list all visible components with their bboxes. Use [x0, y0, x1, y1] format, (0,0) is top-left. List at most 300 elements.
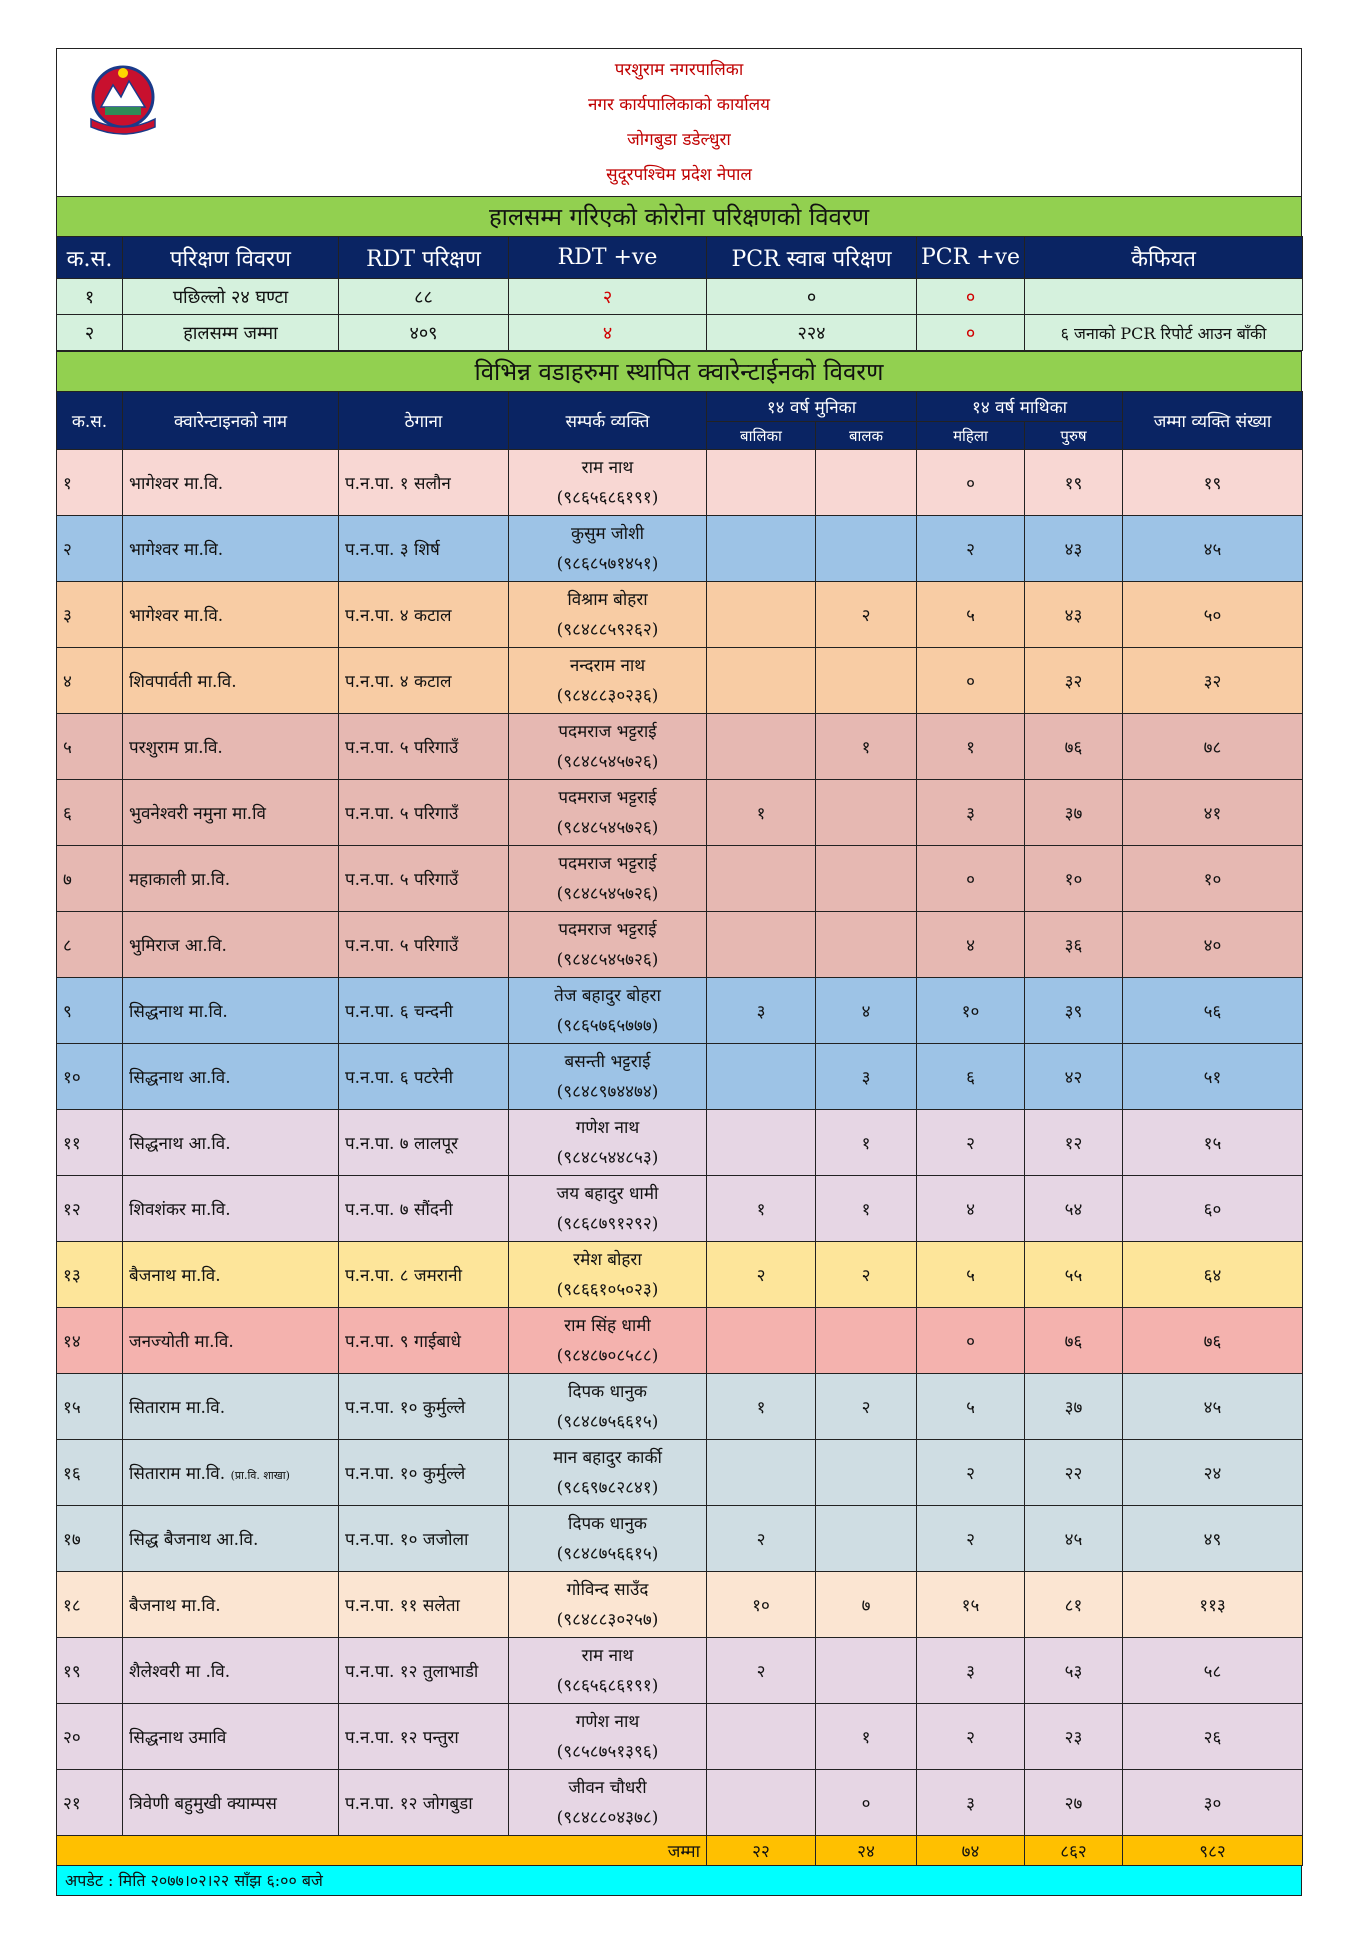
- contact-name: गणेश नाथ: [575, 1711, 640, 1732]
- col-boy: बालक: [816, 422, 917, 450]
- cell-girl: [707, 582, 816, 648]
- office-name: नगर कार्यपालिकाको कार्यालय: [587, 95, 771, 115]
- cell-desc: हालसम्म जम्मा: [123, 315, 339, 351]
- cell-male: ७६: [1025, 714, 1123, 780]
- cell-male: ४२: [1025, 1044, 1123, 1110]
- col-girl: बालिका: [707, 422, 816, 450]
- cell-boy: १: [816, 1110, 917, 1176]
- contact-phone: (९८४८८०४३७८): [556, 1807, 659, 1828]
- contact-phone: (९८४८८५९२६२): [556, 619, 659, 640]
- cell-remarks: [1025, 279, 1303, 315]
- cell-female: २: [917, 516, 1025, 582]
- testing-header-row: [57, 237, 1303, 279]
- quarantine-row: [57, 1638, 1303, 1704]
- cell-sn: १३: [57, 1242, 123, 1308]
- cell-male: ५४: [1025, 1176, 1123, 1242]
- cell-contact: [509, 714, 707, 780]
- cell-female: २: [917, 1110, 1025, 1176]
- cell-girl: १: [707, 780, 816, 846]
- contact-name: मान बहादुर कार्की: [553, 1447, 662, 1468]
- cell-sn: ११: [57, 1110, 123, 1176]
- cell-boy: ४: [816, 978, 917, 1044]
- cell-boy: १: [816, 714, 917, 780]
- cell-total: ७६: [1123, 1308, 1303, 1374]
- cell-address: प.न.पा. ५ परिगाउँ: [339, 780, 509, 846]
- quarantine-name-text: सिताराम मा.वि.: [129, 1464, 226, 1484]
- cell-girl: २: [707, 1638, 816, 1704]
- cell-girl: ३: [707, 978, 816, 1044]
- cell-total: ६०: [1123, 1176, 1303, 1242]
- cell-total: ५१: [1123, 1044, 1303, 1110]
- cell-girl: १: [707, 1374, 816, 1440]
- cell-male: १०: [1025, 846, 1123, 912]
- cell-male: ३७: [1025, 780, 1123, 846]
- contact-name: पदमराज भट्टराई: [558, 919, 657, 940]
- office-location: जोगबुडा डडेल्धुरा: [627, 130, 731, 150]
- cell-contact: [509, 516, 707, 582]
- cell-contact: [509, 1044, 707, 1110]
- col-remarks: कैफियत: [1025, 237, 1303, 279]
- cell-quarantine-name: [123, 1044, 339, 1110]
- contact-phone: (९८६८७९१२९२): [556, 1213, 659, 1234]
- quarantine-row: [57, 648, 1303, 714]
- cell-rdt: ४०९: [339, 315, 509, 351]
- cell-quarantine-name: [123, 1308, 339, 1374]
- cell-total: ७८: [1123, 714, 1303, 780]
- cell-sn: १७: [57, 1506, 123, 1572]
- quarantine-row: [57, 516, 1303, 582]
- cell-boy: [816, 1506, 917, 1572]
- cell-boy: [816, 846, 917, 912]
- quarantine-name-text: भागेश्वर मा.वि.: [129, 540, 224, 560]
- cell-contact: [509, 1572, 707, 1638]
- cell-total: ५६: [1123, 978, 1303, 1044]
- cell-boy: ०: [816, 1770, 917, 1836]
- quarantine-name-text: जनज्योती मा.वि.: [129, 1332, 234, 1352]
- cell-girl: [707, 1770, 816, 1836]
- cell-address: प.न.पा. ५ परिगाउँ: [339, 912, 509, 978]
- contact-name: पदमराज भट्टराई: [558, 721, 657, 742]
- cell-female: २: [917, 1440, 1025, 1506]
- cell-contact: [509, 450, 707, 516]
- cell-sn: १२: [57, 1176, 123, 1242]
- cell-sn: १०: [57, 1044, 123, 1110]
- cell-girl: [707, 450, 816, 516]
- cell-quarantine-name: [123, 582, 339, 648]
- cell-female: ४: [917, 1176, 1025, 1242]
- cell-boy: [816, 1440, 917, 1506]
- quarantine-row: [57, 912, 1303, 978]
- cell-address: प.न.पा. ९ गाईबाधे: [339, 1308, 509, 1374]
- cell-female: ५: [917, 582, 1025, 648]
- cell-address: प.न.पा. ४ कटाल: [339, 582, 509, 648]
- cell-sn: २: [57, 315, 123, 351]
- quarantine-header-row: [57, 392, 1303, 422]
- cell-pcr: २२४: [707, 315, 917, 351]
- cell-remarks: ६ जनाको PCR रिपोर्ट आउन बाँकी: [1025, 315, 1303, 351]
- cell-sn: १५: [57, 1374, 123, 1440]
- cell-girl: [707, 846, 816, 912]
- cell-sn: २०: [57, 1704, 123, 1770]
- cell-quarantine-name: [123, 714, 339, 780]
- cell-quarantine-name: [123, 1770, 339, 1836]
- cell-girl: २: [707, 1506, 816, 1572]
- quarantine-row: [57, 1176, 1303, 1242]
- cell-male: २३: [1025, 1704, 1123, 1770]
- quarantine-row: [57, 1572, 1303, 1638]
- cell-sn: २१: [57, 1770, 123, 1836]
- cell-total: ४०: [1123, 912, 1303, 978]
- quarantine-row: [57, 1506, 1303, 1572]
- quarantine-name-text: शिवशंकर मा.वि.: [129, 1200, 231, 1220]
- cell-female: ०: [917, 450, 1025, 516]
- contact-name: राम नाथ: [581, 457, 634, 478]
- cell-sn: २: [57, 516, 123, 582]
- contact-name: दिपक धानुक: [568, 1513, 647, 1534]
- contact-name: विश्राम बोहरा: [567, 589, 648, 610]
- cell-contact: [509, 1308, 707, 1374]
- cell-girl: [707, 912, 816, 978]
- cell-address: प.न.पा. १२ पन्तुरा: [339, 1704, 509, 1770]
- cell-sn: १: [57, 450, 123, 516]
- col-test-desc: परिक्षण विवरण: [123, 237, 339, 279]
- cell-girl: २: [707, 1242, 816, 1308]
- cell-contact: [509, 648, 707, 714]
- quarantine-table: [56, 391, 1303, 1866]
- cell-rdt-pos: २: [509, 279, 707, 315]
- cell-address: प.न.पा. ७ सौंदनी: [339, 1176, 509, 1242]
- cell-quarantine-name: [123, 912, 339, 978]
- total-persons: ९८२: [1123, 1836, 1303, 1866]
- testing-row: [57, 315, 1303, 351]
- total-boy: २४: [816, 1836, 917, 1866]
- cell-total: ५८: [1123, 1638, 1303, 1704]
- cell-contact: [509, 1176, 707, 1242]
- quarantine-name-text: परशुराम प्रा.वि.: [129, 738, 223, 758]
- cell-female: ०: [917, 1308, 1025, 1374]
- cell-male: ३६: [1025, 912, 1123, 978]
- cell-total: ३२: [1123, 648, 1303, 714]
- col-contact: सम्पर्क व्यक्ति: [509, 392, 707, 450]
- cell-total: १०: [1123, 846, 1303, 912]
- cell-total: ११३: [1123, 1572, 1303, 1638]
- quarantine-name-text: सिद्धनाथ आ.वि.: [129, 1134, 231, 1154]
- contact-name: जय बहादुर धामी: [556, 1183, 659, 1204]
- cell-girl: [707, 1704, 816, 1770]
- contact-phone: (९८६८५७१४५१): [556, 553, 659, 574]
- cell-sn: ८: [57, 912, 123, 978]
- quarantine-row: [57, 1440, 1303, 1506]
- cell-female: ४: [917, 912, 1025, 978]
- cell-pcr-pos: ०: [917, 315, 1025, 351]
- cell-female: ३: [917, 1770, 1025, 1836]
- cell-male: ४३: [1025, 582, 1123, 648]
- contact-name: रमेश बोहरा: [573, 1249, 642, 1270]
- cell-quarantine-name: [123, 846, 339, 912]
- quarantine-name-text: सिताराम मा.वि.: [129, 1398, 226, 1418]
- col-pcr-pos: PCR +ve: [917, 237, 1025, 279]
- quarantine-row: [57, 1242, 1303, 1308]
- cell-girl: [707, 1440, 816, 1506]
- update-timestamp: अपडेट : मिति २०७७।०२।२२ साँझ ६:०० बजे: [56, 1866, 1302, 1896]
- contact-phone: (९८६५६८६१९१): [556, 1675, 659, 1696]
- contact-phone: (९८४८५४४८५३): [556, 1147, 659, 1168]
- col-over-14: १४ वर्ष माथिका: [917, 392, 1123, 422]
- quarantine-name-text: सिद्धनाथ उमावि: [129, 1728, 227, 1748]
- testing-row: [57, 279, 1303, 315]
- report-sheet: [56, 48, 1302, 1896]
- cell-quarantine-name: [123, 780, 339, 846]
- quarantine-name-text: शैलेश्वरी मा .वि.: [129, 1662, 231, 1682]
- cell-sn: ९: [57, 978, 123, 1044]
- quarantine-name-text: बैजनाथ मा.वि.: [129, 1266, 221, 1286]
- quarantine-name-text: भुमिराज आ.वि.: [129, 936, 227, 956]
- contact-name: पदमराज भट्टराई: [558, 787, 657, 808]
- quarantine-name-text: शिवपार्वती मा.वि.: [129, 672, 237, 692]
- province-name: सुदूरपश्चिम प्रदेश नेपाल: [606, 165, 752, 185]
- cell-female: ३: [917, 1638, 1025, 1704]
- quarantine-name-text: सिद्ध बैजनाथ आ.वि.: [129, 1530, 259, 1550]
- cell-male: ३९: [1025, 978, 1123, 1044]
- cell-male: ५३: [1025, 1638, 1123, 1704]
- col-under-14: १४ वर्ष मुनिका: [707, 392, 917, 422]
- cell-boy: [816, 1308, 917, 1374]
- cell-sn: ७: [57, 846, 123, 912]
- cell-desc: पछिल्लो २४ घण्टा: [123, 279, 339, 315]
- cell-male: ३७: [1025, 1374, 1123, 1440]
- cell-address: प.न.पा. ७ लालपूर: [339, 1110, 509, 1176]
- total-girl: २२: [707, 1836, 816, 1866]
- cell-total: ४१: [1123, 780, 1303, 846]
- quarantine-name-text: त्रिवेणी बहुमुखी क्याम्पस: [129, 1794, 277, 1814]
- cell-address: प.न.पा. १२ जोगबुडा: [339, 1770, 509, 1836]
- cell-sn: १८: [57, 1572, 123, 1638]
- contact-name: कुसुम जोशी: [570, 523, 645, 544]
- total-female: ७४: [917, 1836, 1025, 1866]
- cell-quarantine-name: [123, 648, 339, 714]
- quarantine-name-text: भागेश्वर मा.वि.: [129, 474, 224, 494]
- cell-address: प.न.पा. १२ तुलाभाडी: [339, 1638, 509, 1704]
- testing-section-title: हालसम्म गरिएको कोरोना परिक्षणको विवरण: [56, 196, 1302, 236]
- cell-contact: [509, 582, 707, 648]
- cell-girl: [707, 648, 816, 714]
- cell-boy: [816, 450, 917, 516]
- quarantine-row: [57, 450, 1303, 516]
- cell-male: १९: [1025, 450, 1123, 516]
- col-sn: क.स.: [57, 392, 123, 450]
- contact-name: जीवन चौधरी: [568, 1777, 647, 1798]
- contact-name: गणेश नाथ: [575, 1117, 640, 1138]
- quarantine-body: [57, 450, 1303, 1836]
- cell-contact: [509, 1506, 707, 1572]
- office-header: [56, 48, 1302, 196]
- contact-phone: (९८६५६८६१९१): [556, 487, 659, 508]
- cell-contact: [509, 780, 707, 846]
- cell-quarantine-name: [123, 1110, 339, 1176]
- totals-row: [57, 1836, 1303, 1866]
- cell-boy: [816, 780, 917, 846]
- cell-female: ०: [917, 648, 1025, 714]
- cell-total: ४९: [1123, 1506, 1303, 1572]
- quarantine-name-text: महाकाली प्रा.वि.: [129, 870, 231, 890]
- cell-address: प.न.पा. ५ परिगाउँ: [339, 846, 509, 912]
- quarantine-row: [57, 1308, 1303, 1374]
- cell-boy: २: [816, 1374, 917, 1440]
- quarantine-row: [57, 1110, 1303, 1176]
- cell-female: १५: [917, 1572, 1025, 1638]
- contact-phone: (९८४८९७४४७४): [556, 1081, 659, 1102]
- col-address: ठेगाना: [339, 392, 509, 450]
- cell-boy: २: [816, 582, 917, 648]
- cell-contact: [509, 1770, 707, 1836]
- contact-phone: (९८४८५४५७२६): [556, 751, 659, 772]
- cell-boy: [816, 1638, 917, 1704]
- quarantine-row: [57, 714, 1303, 780]
- quarantine-row: [57, 1374, 1303, 1440]
- quarantine-row: [57, 1770, 1303, 1836]
- quarantine-row: [57, 780, 1303, 846]
- cell-sn: १४: [57, 1308, 123, 1374]
- col-pcr: PCR स्वाब परिक्षण: [707, 237, 917, 279]
- cell-quarantine-name: [123, 1638, 339, 1704]
- cell-female: १: [917, 714, 1025, 780]
- quarantine-name-text: सिद्धनाथ आ.वि.: [129, 1068, 231, 1088]
- cell-boy: २: [816, 1242, 917, 1308]
- quarantine-row: [57, 582, 1303, 648]
- cell-male: ४५: [1025, 1506, 1123, 1572]
- testing-table: [56, 236, 1303, 351]
- quarantine-row: [57, 846, 1303, 912]
- contact-name: राम नाथ: [581, 1645, 634, 1666]
- cell-boy: ३: [816, 1044, 917, 1110]
- contact-phone: (९८४८८३०२३६): [556, 685, 659, 706]
- total-male: ८६२: [1025, 1836, 1123, 1866]
- contact-name: नन्दराम नाथ: [569, 655, 646, 676]
- cell-female: ५: [917, 1374, 1025, 1440]
- cell-female: ३: [917, 780, 1025, 846]
- cell-male: १२: [1025, 1110, 1123, 1176]
- cell-boy: [816, 516, 917, 582]
- contact-name: राम सिंह धामी: [564, 1315, 651, 1336]
- cell-total: ५०: [1123, 582, 1303, 648]
- cell-female: ५: [917, 1242, 1025, 1308]
- cell-boy: [816, 648, 917, 714]
- cell-female: २: [917, 1506, 1025, 1572]
- col-rdt-pos: RDT +ve: [509, 237, 707, 279]
- cell-address: प.न.पा. ८ जमरानी: [339, 1242, 509, 1308]
- cell-sn: ४: [57, 648, 123, 714]
- cell-address: प.न.पा. ११ सलेता: [339, 1572, 509, 1638]
- cell-sn: १६: [57, 1440, 123, 1506]
- col-female: महिला: [917, 422, 1025, 450]
- municipality-name: परशुराम नगरपालिका: [614, 60, 744, 80]
- cell-sn: १: [57, 279, 123, 315]
- cell-quarantine-name: [123, 1242, 339, 1308]
- col-sn: क.स.: [57, 237, 123, 279]
- cell-male: २२: [1025, 1440, 1123, 1506]
- cell-female: २: [917, 1704, 1025, 1770]
- quarantine-row: [57, 978, 1303, 1044]
- cell-girl: १०: [707, 1572, 816, 1638]
- cell-female: १०: [917, 978, 1025, 1044]
- cell-female: ६: [917, 1044, 1025, 1110]
- cell-male: ५५: [1025, 1242, 1123, 1308]
- contact-phone: (९८४८७५६६१५): [556, 1411, 659, 1432]
- contact-phone: (९८४८५४५७२६): [556, 817, 659, 838]
- quarantine-name-note: (प्रा.वि. शाखा): [230, 1469, 290, 1482]
- cell-contact: [509, 1704, 707, 1770]
- contact-phone: (९८४८५४५७२६): [556, 949, 659, 970]
- cell-contact: [509, 1440, 707, 1506]
- cell-total: २६: [1123, 1704, 1303, 1770]
- contact-phone: (९८६६१०५०२३): [556, 1279, 659, 1300]
- cell-address: प.न.पा. ३ शिर्ष: [339, 516, 509, 582]
- cell-boy: १: [816, 1176, 917, 1242]
- cell-address: प.न.पा. १ सलौन: [339, 450, 509, 516]
- cell-male: २७: [1025, 1770, 1123, 1836]
- cell-male: ३२: [1025, 648, 1123, 714]
- cell-rdt: ८८: [339, 279, 509, 315]
- cell-address: प.न.पा. १० जजोला: [339, 1506, 509, 1572]
- cell-sn: १९: [57, 1638, 123, 1704]
- cell-girl: [707, 516, 816, 582]
- cell-sn: ५: [57, 714, 123, 780]
- cell-address: प.न.पा. ६ चन्दनी: [339, 978, 509, 1044]
- cell-total: ६४: [1123, 1242, 1303, 1308]
- cell-boy: [816, 912, 917, 978]
- col-total-persons: जम्मा व्यक्ति संख्या: [1123, 392, 1303, 450]
- quarantine-row: [57, 1044, 1303, 1110]
- cell-girl: १: [707, 1176, 816, 1242]
- contact-name: गोविन्द साउँद: [566, 1579, 649, 1600]
- col-rdt: RDT परिक्षण: [339, 237, 509, 279]
- cell-quarantine-name: [123, 1176, 339, 1242]
- quarantine-row: [57, 1704, 1303, 1770]
- contact-phone: (९८४८७५६६१५): [556, 1543, 659, 1564]
- cell-quarantine-name: [123, 516, 339, 582]
- cell-contact: [509, 1110, 707, 1176]
- cell-address: प.न.पा. १० कुर्मुल्ले: [339, 1440, 509, 1506]
- col-male: पुरुष: [1025, 422, 1123, 450]
- cell-quarantine-name: [123, 1704, 339, 1770]
- cell-quarantine-name: [123, 450, 339, 516]
- cell-boy: १: [816, 1704, 917, 1770]
- contact-phone: (९८४८७०८५८८): [556, 1345, 659, 1366]
- cell-boy: ७: [816, 1572, 917, 1638]
- cell-address: प.न.पा. ६ पटरेनी: [339, 1044, 509, 1110]
- cell-contact: [509, 1242, 707, 1308]
- cell-quarantine-name: [123, 1440, 339, 1506]
- cell-male: ४३: [1025, 516, 1123, 582]
- cell-total: २४: [1123, 1440, 1303, 1506]
- quarantine-name-text: भागेश्वर मा.वि.: [129, 606, 224, 626]
- cell-sn: ३: [57, 582, 123, 648]
- cell-contact: [509, 1638, 707, 1704]
- cell-total: १५: [1123, 1110, 1303, 1176]
- quarantine-section-title: विभिन्न वडाहरुमा स्थापित क्वारेन्टाईनको विवरण: [56, 351, 1302, 391]
- cell-quarantine-name: [123, 1374, 339, 1440]
- cell-girl: [707, 1044, 816, 1110]
- cell-total: १९: [1123, 450, 1303, 516]
- contact-name: बसन्ती भट्टराई: [564, 1051, 651, 1072]
- cell-quarantine-name: [123, 978, 339, 1044]
- cell-total: ४५: [1123, 1374, 1303, 1440]
- cell-pcr: ०: [707, 279, 917, 315]
- cell-contact: [509, 846, 707, 912]
- cell-total: ३०: [1123, 1770, 1303, 1836]
- cell-contact: [509, 912, 707, 978]
- contact-phone: (९८६५७६५७७७): [556, 1015, 659, 1036]
